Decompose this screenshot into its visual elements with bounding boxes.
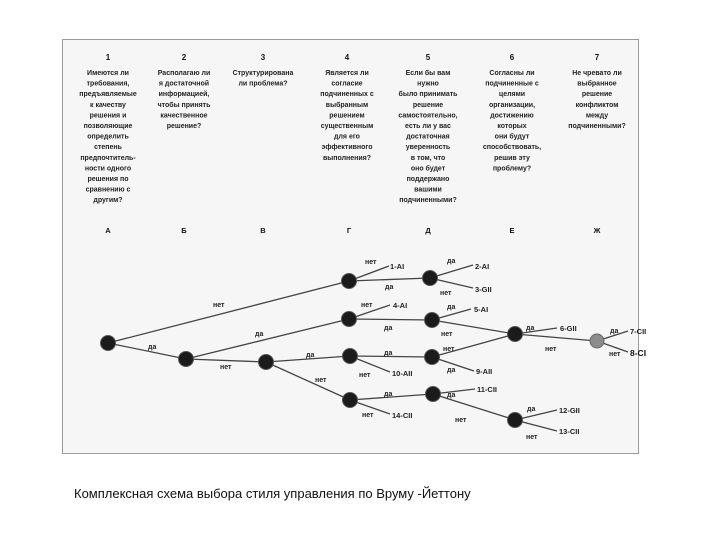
question-text-line: решение? xyxy=(166,123,202,130)
question-1-text xyxy=(79,70,137,204)
question-2-text xyxy=(158,70,211,130)
question-text-line: самостоятельно, xyxy=(398,112,458,120)
question-text-line: сравнению с xyxy=(85,186,131,194)
question-text-line: Имеются ли xyxy=(87,70,129,77)
question-text-line: информацией, xyxy=(158,91,210,99)
question-text-line: согласие xyxy=(331,80,363,88)
outcome-11-CII: 11-CII xyxy=(477,385,498,394)
decision-node-a xyxy=(101,336,116,351)
decision-nodes xyxy=(101,271,605,428)
outcome-12-GII: 12-GII xyxy=(559,406,580,415)
question-text-line: я достаточной xyxy=(158,80,210,88)
question-text-line: достаточная xyxy=(406,133,450,141)
decision-node-d4 xyxy=(426,387,441,402)
question-7-text xyxy=(568,70,626,130)
decision-node-b xyxy=(179,352,194,367)
edge-label-no: нет xyxy=(365,259,377,266)
question-text-line: подчиненными? xyxy=(399,197,457,205)
question-text-line: подчиненными? xyxy=(568,123,626,130)
question-text-line: подчиненные с xyxy=(485,80,539,88)
question-text-line: было принимать xyxy=(398,91,458,99)
outcome-9-AII: 9-AII xyxy=(476,367,493,376)
question-text-line: достижению xyxy=(490,112,534,120)
outcome-3-GII: 3-GII xyxy=(475,285,492,294)
figure-caption: Комплексная схема выбора стиля управления по Вруму -Йеттону xyxy=(74,486,471,501)
question-text-line: Структурирована xyxy=(232,70,294,77)
decision-node-v xyxy=(259,355,274,370)
edge-label-no: нет xyxy=(443,346,455,353)
question-text-line: к качеству xyxy=(90,101,126,109)
edge-label-yes: да xyxy=(384,325,393,332)
column-letter-g: Г xyxy=(346,226,352,235)
outcome-1-AI: 1-AI xyxy=(390,262,405,271)
question-text-line: для его xyxy=(334,133,360,141)
question-text-line: решив эту xyxy=(494,154,530,162)
question-text-line: которых xyxy=(497,123,527,130)
question-6-text xyxy=(483,70,541,172)
column-letter-e: Е xyxy=(509,226,515,235)
question-text-line: требования, xyxy=(86,80,130,88)
outcome-13-CII: 13-CII xyxy=(559,427,580,436)
column-letter-zh: Ж xyxy=(593,226,601,235)
question-text-line: между xyxy=(585,112,609,120)
edge-label-no: нет xyxy=(545,346,557,353)
edge-g2-d2 xyxy=(349,319,432,320)
question-text-line: Если бы вам xyxy=(405,70,451,77)
question-text-line: проблему? xyxy=(492,165,532,173)
question-text-line: конфликтом xyxy=(575,101,619,109)
edge-label-no: нет xyxy=(362,412,374,419)
edge-label-yes: да xyxy=(148,344,157,351)
edge-label-no: нет xyxy=(361,302,373,309)
edge-label-no: нет xyxy=(359,372,371,379)
question-text-line: эффективного xyxy=(321,144,373,152)
edge-label-yes: да xyxy=(255,331,264,338)
edge-a-b xyxy=(108,343,186,359)
edge-a-g1 xyxy=(108,281,349,343)
outcome-7-CII: 7-CII xyxy=(630,327,647,336)
question-text-line: нужно xyxy=(417,80,439,88)
column-letter-d: Д xyxy=(425,226,431,235)
question-3-text xyxy=(233,70,294,88)
outcome-5-AI: 5-AI xyxy=(474,305,489,314)
edge-label-yes: да xyxy=(384,350,393,357)
decision-node-g4 xyxy=(343,393,358,408)
decision-node-d1 xyxy=(423,271,438,286)
outcome-6-GII: 6-GII xyxy=(560,324,577,333)
question-text-line: поддержано xyxy=(406,176,450,183)
edge-label-yes: да xyxy=(306,352,315,359)
question-5-text xyxy=(398,69,458,204)
question-text-line: они будут xyxy=(494,133,530,141)
edge-e1-zh xyxy=(515,334,597,341)
question-text-line: уверенность xyxy=(405,144,451,152)
edge-label-yes: да xyxy=(384,391,393,398)
edge-label-no: нет xyxy=(609,351,621,358)
outcome-8-CI: 8-CI xyxy=(630,348,647,358)
column-letter-a: А xyxy=(105,226,111,235)
edge-label-yes: да xyxy=(447,367,456,374)
decision-node-g1 xyxy=(342,274,357,289)
outcome-2-AI: 2-AI xyxy=(475,262,490,271)
question-text-line: решения и xyxy=(89,112,127,120)
question-text-line: есть ли у вас xyxy=(405,123,451,130)
column-letter-b: Б xyxy=(181,226,187,235)
decision-node-e2 xyxy=(508,413,523,428)
edge-v-g4 xyxy=(266,362,350,400)
question-text-line: решением xyxy=(329,112,365,120)
question-text-line: позволяющие xyxy=(83,123,133,130)
edge-b-v xyxy=(186,359,266,362)
question-text-line: решение xyxy=(412,101,444,109)
decision-node-g3 xyxy=(343,349,358,364)
edge-d4-e2 xyxy=(433,394,515,420)
decision-node-e1 xyxy=(508,327,523,342)
edge-label-no: нет xyxy=(526,434,538,441)
edge-label-no: нет xyxy=(440,290,452,297)
question-text-line: решение xyxy=(581,91,613,99)
question-text-line: предъявляемые xyxy=(79,91,137,99)
question-number-1: 1 xyxy=(105,53,111,62)
question-number-5: 5 xyxy=(425,53,431,62)
edge-g1-d1 xyxy=(349,278,430,281)
question-number-6: 6 xyxy=(509,53,515,62)
question-text-line: вашими xyxy=(414,186,442,194)
question-text-line: Является ли xyxy=(325,70,369,77)
edge-label-no: нет xyxy=(220,364,232,371)
question-number-4: 4 xyxy=(344,53,350,62)
question-text-line: в том, что xyxy=(410,154,446,162)
edge-label-yes: да xyxy=(527,406,536,413)
edge-label-no: нет xyxy=(441,331,453,338)
outcome-4-AI: 4-AI xyxy=(393,301,408,310)
edge-label-yes: да xyxy=(447,392,456,399)
edge-label-yes: да xyxy=(447,258,456,265)
question-text-line: выбранным xyxy=(325,101,369,109)
question-text-line: ли проблема? xyxy=(238,80,288,88)
question-text-line: Не чревато ли xyxy=(572,70,622,77)
question-text-line: организации, xyxy=(488,101,536,109)
question-text-line: ности одного xyxy=(84,165,132,173)
question-text-line: качественное xyxy=(160,112,208,120)
edge-b-g2 xyxy=(186,319,349,359)
question-text-line: предпочтитель- xyxy=(80,154,136,162)
question-4-text xyxy=(320,70,374,162)
decision-node-d3 xyxy=(425,350,440,365)
question-text-line: оно будет xyxy=(410,165,446,173)
edge-labels xyxy=(148,258,621,441)
decision-node-g2 xyxy=(342,312,357,327)
question-text-line: целями xyxy=(498,91,526,99)
outcome-10-AII: 10-AII xyxy=(392,369,413,378)
question-text-line: чтобы принять xyxy=(157,101,211,109)
edge-label-no: нет xyxy=(455,417,467,424)
question-number-2: 2 xyxy=(181,53,187,62)
edge-label-no: нет xyxy=(213,302,225,309)
edge-label-yes: да xyxy=(447,304,456,311)
edge-label-yes: да xyxy=(385,284,394,291)
question-text-line: другим? xyxy=(93,197,123,205)
question-text-line: способствовать, xyxy=(482,144,542,152)
decision-node-d2 xyxy=(425,313,440,328)
outcome-14-CII: 14-CII xyxy=(392,411,413,420)
edge-label-yes: да xyxy=(526,325,535,332)
edge-label-yes: да xyxy=(610,328,619,335)
question-text-line: подчиненных с xyxy=(320,91,374,99)
question-text-line: степень xyxy=(94,144,122,152)
question-text-line: решения по xyxy=(87,176,129,183)
edge-label-no: нет xyxy=(315,377,327,384)
question-text-line: существенным xyxy=(320,123,374,130)
question-text-line: Согласны ли xyxy=(489,70,535,77)
outcomes xyxy=(390,262,646,436)
column-letters xyxy=(105,226,600,235)
question-text-line: выполнения? xyxy=(322,154,372,162)
question-number-3: 3 xyxy=(260,53,266,62)
column-letter-v: В xyxy=(260,226,266,235)
question-number-7: 7 xyxy=(594,53,600,62)
question-text-line: Располагаю ли xyxy=(157,70,211,77)
question-text-line: выбранное xyxy=(577,80,617,88)
question-text-line: определить xyxy=(87,133,129,141)
decision-node-zh xyxy=(590,334,604,348)
question-headers xyxy=(79,53,626,204)
